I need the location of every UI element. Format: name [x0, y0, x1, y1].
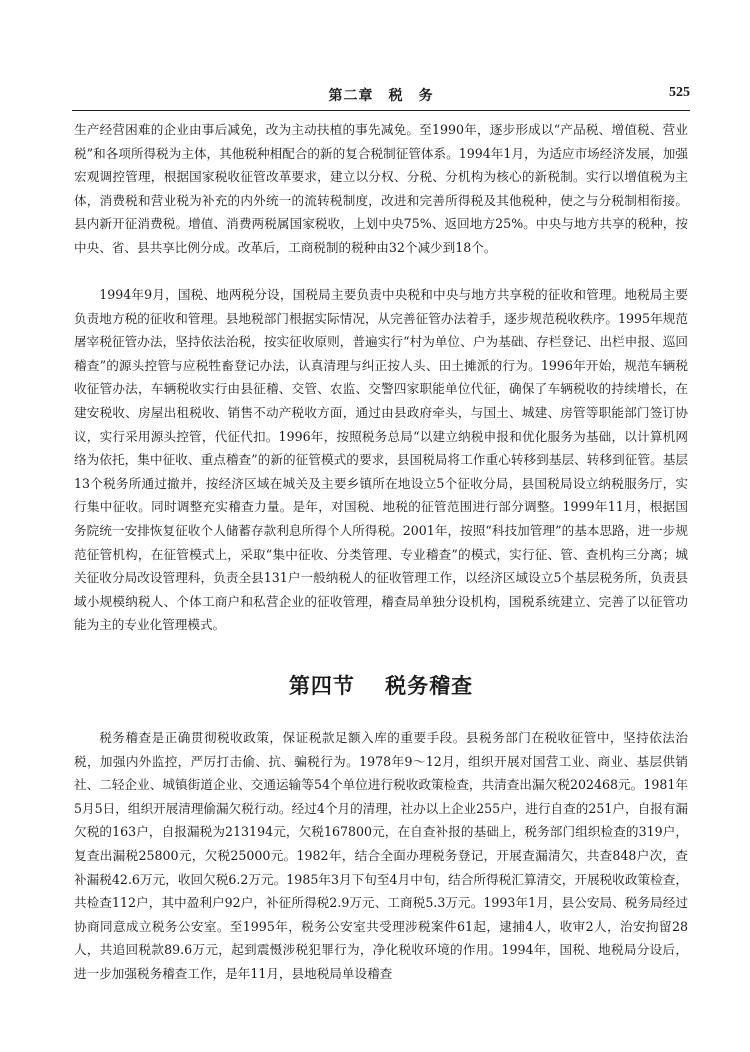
section-heading: 第四节 税务稽查 — [288, 674, 474, 698]
paragraph-tax-administration: 1994年9月，国税、地两税分设，国税局主要负责中央税和中央与地方共享税的征收和管理。地税局主要负责地方税的征收和管理。县地税部门根据实际情况，从完善征管办法着手，逐步规范税收秩序。1995年规范屠宰税征管办法，坚持依法治税，按实征收原则，普遍实行“村为单位、户为基础、存栏登记、出栏申报、巡回稽查”的源头控管与应税牲畜登记办法，认真清理与纠正按人头、田土摊派的行为。1996年开始，规范车辆税收征管办法，车辆税收实行由县征稽、交管、农监、交警四家职能单位代征，确保了车辆税收的持续增长，在建安税收、房屋出租税收、销售不动产税收方面，通过由县政府牵头，与国土、城建、房管等职能部门签订协议，实行采用源头控管，代征代扣。1996年，按照税务总局“以建立纳税申报和优化服务为基础，以计算机网络为依托，集中征收、重点稽查”的新的征管模式的要求，县国税局将工作重心转移到基层、转移到征管。基层13个税务所通过撤并，按经济区域在城关及主要乡镇所在地设立5个征收分局，县国税局设立纳税服务厅，实行集中征收。同时调整充实稽查力量。是年，对国税、地税的征管范围进行部分调整。1999年11月，根据国务院统一安排恢复征收个人储蓄存款利息所得个人所得税。2001年，按照“科技加管理”的基本思路，进一步规范征管机构，在征管模式上，采取“集中征收、分类管理、专业稽查”的模式，实行征、管、查机构三分离；城关征收分局改设管理科，负责全县131户一般纳税人的征收管理工作，以经济区域设立5个基层税务所，负责县域小规模纳税人、个体工商户和私营企业的征收管理，稽查局单独分设机构，国税系统建立、完善了以征管功能为主的专业化管理模式。 — [74, 287, 688, 633]
running-header — [72, 84, 690, 111]
paragraph-continued: 生产经营困难的企业由事后减免，改为主动扶植的事先减免。至1990年，逐步形成以“产品税、增值税、营业税”和各项所得税为主体，其他税种相配合的新的复合税制征管体系。1994年1月，为适应市场经济发展，加强宏观调控管理，根据国家税收征管改革要求，建立以分权、分税、分机构为核心的新税制。实行以增值税为主体，消费税和营业税为补充的内外统一的流转税制度，改进和完善所得税及其他税种，使之与分税制相衔接。县内新开征消费税。增值、消费两税属国家税收，上划中央75%、返回地方25%。中央与地方共享的税种，按中央、省、县共享比例分成。改革后，工商税制的税种由32个减少到18个。 — [74, 122, 688, 255]
page-number: 525 — [669, 85, 690, 100]
paragraph-tax-inspection: 税务稽查是正确贯彻税收政策，保证税款足额入库的重要手段。县税务部门在税收征管中，坚持依法治税，加强内外监控，严厉打击偷、抗、骗税行为。1978年9～12月，组织开展对国营工业、商业、基层供销社、二轻企业、城镇街道企业、交通运输等54个单位进行税收政策检查，共清查出漏欠税202468元。1981年5月5日，组织开展清理偷漏欠税行动。经过4个月的清理，社办以上企业255户，进行自查的251户，自报有漏欠税的163户，自报漏税为213194元，欠税167800元，在自查补报的基础上，税务部门组织检查的319户，复查出漏税25800元，欠税25000元。1982年，结合全面办理税务登记，开展查漏清欠，共查848户次，查补漏税42.6万元，收回欠税6.2万元。1985年3月下旬至4月中旬，结合所得税汇算清交，开展税收政策检查，共检查112户，其中盈利户92户，补征所得税2.9万元、工商税5.3万元。1993年1月，县公安局、税务局经过协商同意成立税务公安室。至1995年，税务公安室共受理涉税案件61起，逮捕4人，收审2人，治安拘留28人，共追回税款89.6万元，起到震慑涉税犯罪行为，净化税收环境的作用。1994年，国税、地税局分设后，进一步加强税务稽查工作，是年11月，县地税局单设稽查 — [74, 730, 688, 981]
chapter-title: 第二章 税 务 — [328, 88, 434, 104]
